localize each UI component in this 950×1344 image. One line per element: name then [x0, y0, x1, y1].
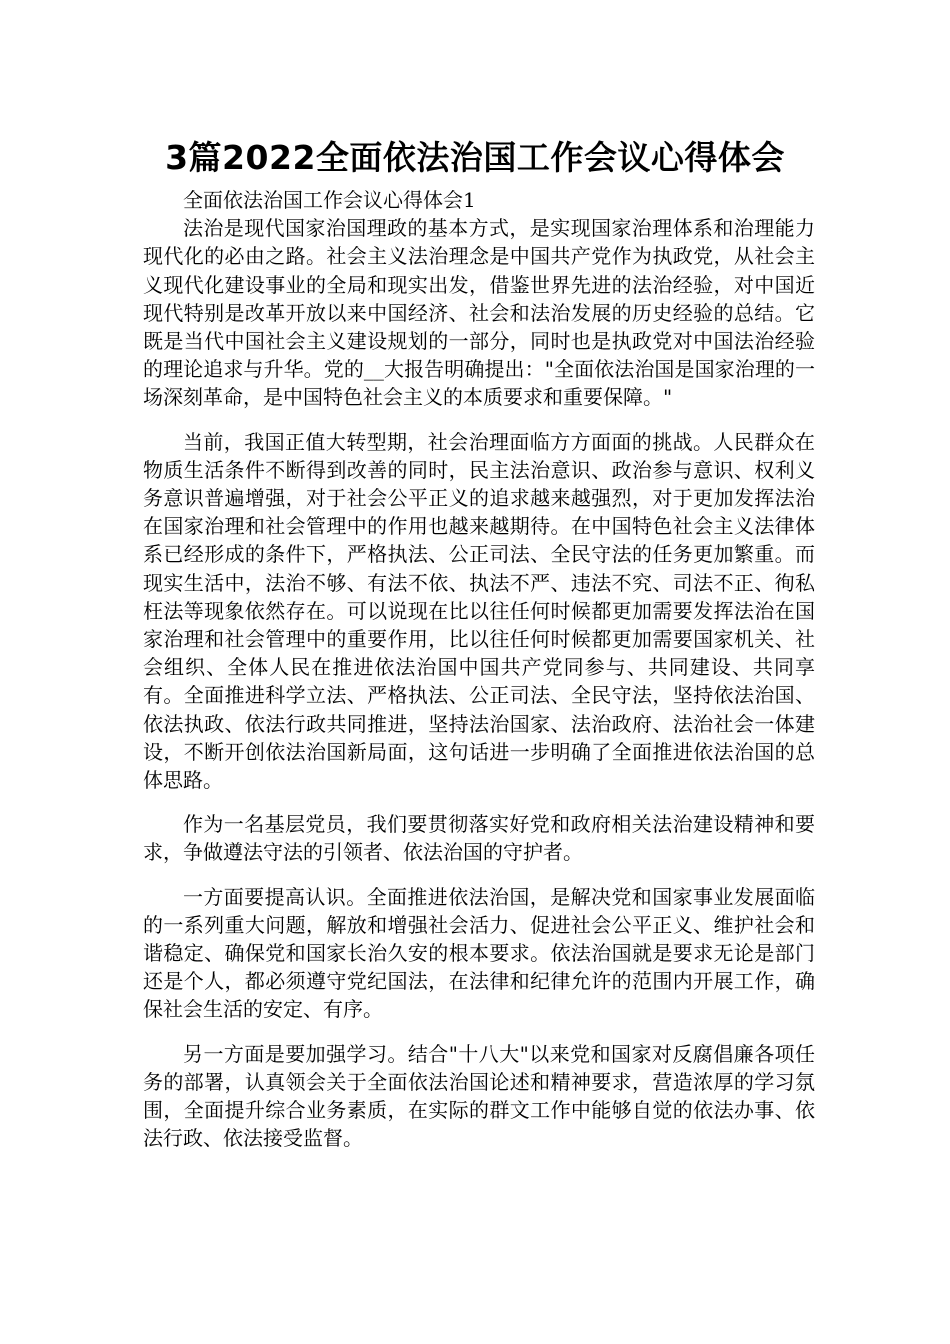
paragraph-4: 一方面要提高认识。全面推进依法治国，是解决党和国家事业发展面临的一系列重大问题，解放和增强社会活力、促进社会公平正义、维护社会和谐稳定、确保党和国家长治久安的根本要求。依法治国就是要求无论是部门还是个人，都必须遵守党纪国法，在法律和纪律允许的范围内开展工作，确保社会生活的安定、有序。 [143, 884, 815, 1022]
section-heading: 全面依法治国工作会议心得体会1 [183, 188, 476, 212]
document-title: 3篇2022全面依法治国工作会议心得体会 [165, 138, 785, 177]
paragraph-2: 当前，我国正值大转型期，社会治理面临方方面面的挑战。人民群众在物质生活条件不断得到改善的同时，民主法治意识、政治参与意识、权利义务意识普遍增强，对于社会公平正义的追求越来越强烈，对于更加发挥法治在国家治理和社会管理中的作用也越来越期待。在中国特色社会主义法律体系已经形成的条件下，严格执法、公正司法、全民守法的任务更加繁重。而现实生活中，法治不够、有法不依、执法不严、违法不究、司法不正、徇私枉法等现象依然存在。可以说现在比以往任何时候都更加需要发挥法治在国家治理和社会管理中的重要作用，比以往任何时候都更加需要国家机关、社会组织、全体人民在推进依法治国中国共产党同参与、共同建设、共同享有。全面推进科学立法、严格执法、公正司法、全民守法，坚持依法治国、依法执政、依法行政共同推进，坚持法治国家、法治政府、法治社会一体建设，不断开创依法治国新局面，这句话进一步明确了全面推进依法治国的总体思路。 [143, 429, 815, 793]
paragraph-3: 作为一名基层党员，我们要贯彻落实好党和政府相关法治建设精神和要求，争做遵法守法的引领者、依法治国的守护者。 [143, 812, 815, 865]
paragraph-1: 法治是现代国家治国理政的基本方式，是实现国家治理体系和治理能力现代化的必由之路。社会主义法治理念是中国共产党作为执政党，从社会主义现代化建设事业的全局和现实出发，借鉴世界先进的法治经验，对中国近现代特别是改革开放以来中国经济、社会和法治发展的历史经验的总结。它既是当代中国社会主义建设规划的一部分，同时也是执政党对中国法治经验的理论追求与升华。党的__大报告明确提出："全面依法治国是国家治理的一场深刻革命，是中国特色社会主义的本质要求和重要保障。" [143, 216, 815, 410]
document-body [143, 186, 815, 1169]
paragraph-5: 另一方面是要加强学习。结合"十八大"以来党和国家对反腐倡廉各项任务的部署，认真领会关于全面依法治国论述和精神要求，营造浓厚的学习氛围，全面提升综合业务素质，在实际的群文工作中能够自觉的依法办事、依法行政、依法接受监督。 [143, 1041, 815, 1151]
